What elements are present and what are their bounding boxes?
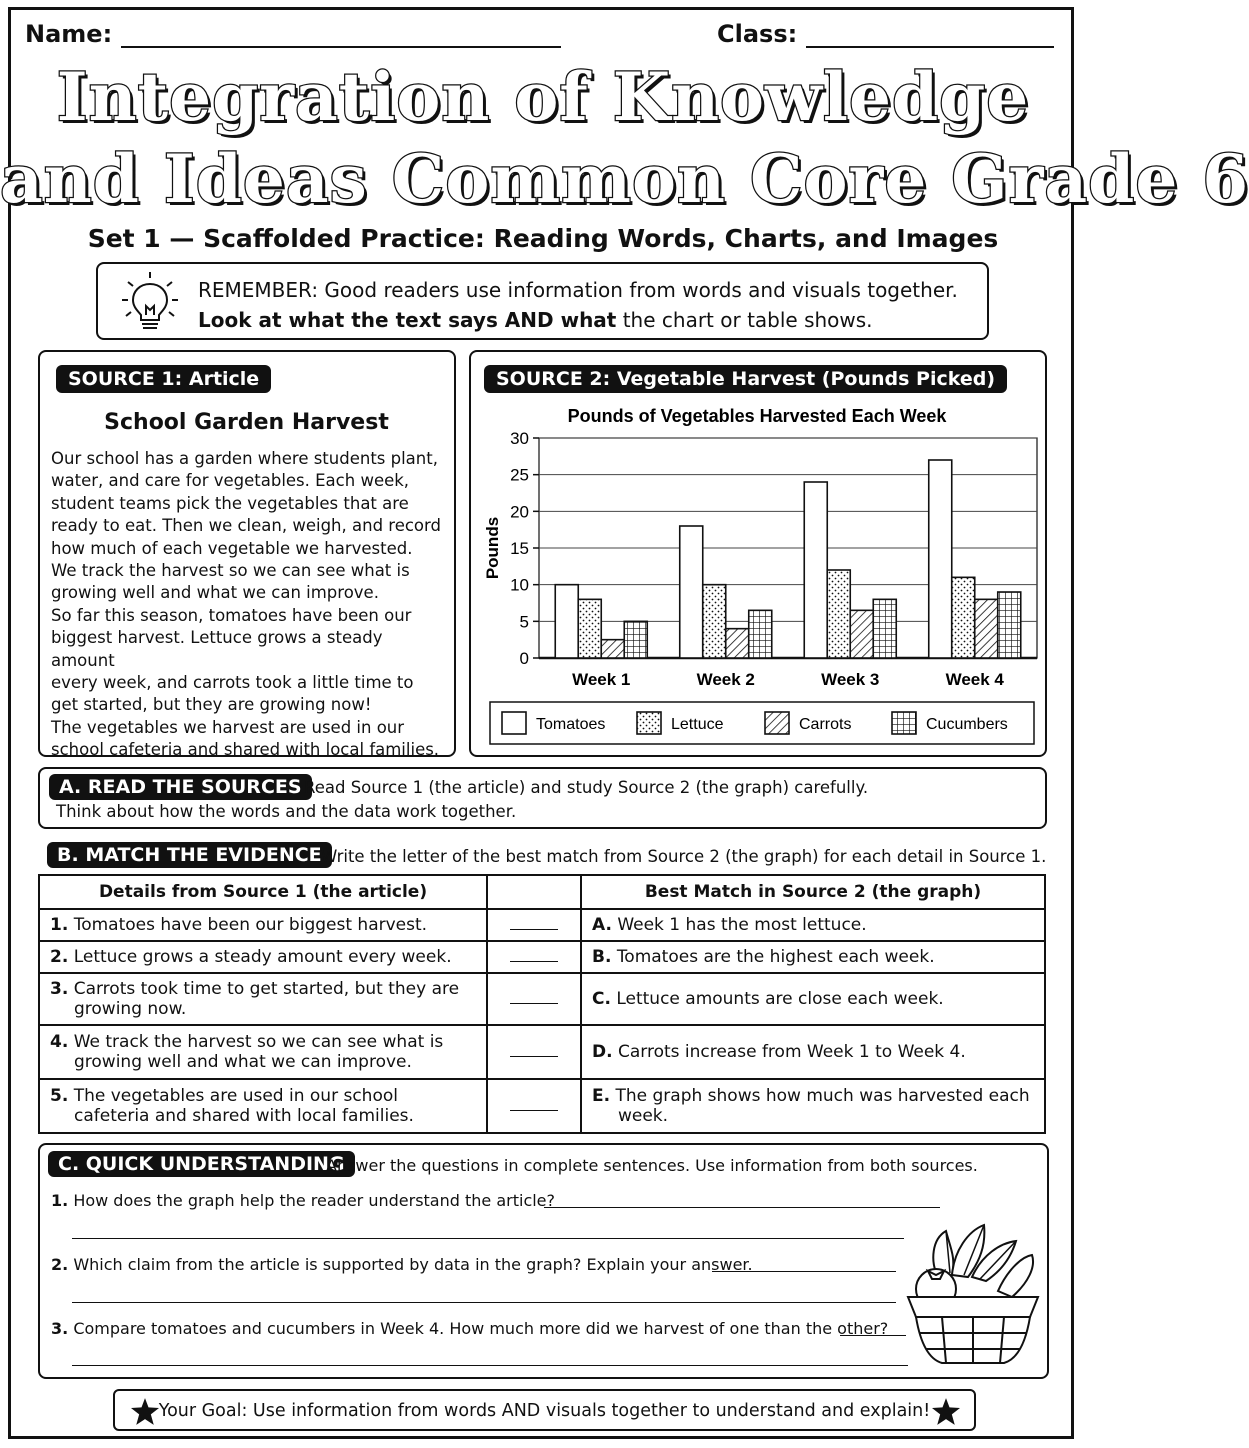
chart-ylabel: Pounds bbox=[483, 516, 502, 580]
question-text: Compare tomatoes and cucumbers in Week 4. How much more did we harvest of one than the other? bbox=[73, 1319, 889, 1338]
subtitle: Set 1 — Scaffolded Practice: Reading Words, Charts, and Images bbox=[87, 224, 999, 253]
question-1 bbox=[51, 1191, 555, 1210]
chart-xtick-label: Week 3 bbox=[821, 670, 880, 689]
match-letter: B. bbox=[591, 947, 612, 967]
question-3 bbox=[51, 1319, 888, 1338]
chart-bar bbox=[726, 629, 749, 658]
question-text: Which claim from the article is supported by data in the graph? Explain your answer. bbox=[73, 1255, 753, 1274]
question-num: 2. bbox=[51, 1255, 69, 1274]
source-2-tag: SOURCE 2: Vegetable Harvest (Pounds Picked) bbox=[484, 365, 1007, 393]
detail-text: The vegetables are used in our school cafeteria and shared with local families. bbox=[73, 1086, 414, 1126]
chart-xtick-label: Week 4 bbox=[945, 670, 1004, 689]
chart-legend-swatch bbox=[637, 712, 661, 734]
class-input-line[interactable] bbox=[806, 46, 1054, 48]
answer-line[interactable] bbox=[712, 1271, 896, 1272]
name-label: Name: bbox=[25, 20, 113, 48]
answer-line[interactable] bbox=[840, 1335, 906, 1336]
answer-blank[interactable] bbox=[510, 915, 558, 930]
article-line: The vegetables we harvest are used in our bbox=[51, 717, 405, 737]
table-row bbox=[39, 1079, 1045, 1133]
match-text: Week 1 has the most lettuce. bbox=[617, 915, 867, 935]
match-evidence-table bbox=[38, 874, 1046, 1134]
chart-bar bbox=[555, 585, 578, 658]
answer-line[interactable] bbox=[72, 1302, 896, 1303]
chart-bar bbox=[624, 621, 647, 658]
section-b-tag: B. MATCH THE EVIDENCE bbox=[47, 842, 332, 868]
col-header-best-match: Best Match in Source 2 (the graph) bbox=[581, 875, 1045, 909]
chart-ytick-label: 10 bbox=[510, 575, 529, 595]
title-line-1: Integration of Knowledge bbox=[56, 58, 1030, 136]
article-line: growing well and what we can improve. bbox=[51, 583, 379, 603]
question-num: 1. bbox=[51, 1191, 69, 1210]
goal-text: Your Goal: Use information from words AND visuals together to understand and explain! bbox=[158, 1401, 931, 1421]
match-text: Tomatoes are the highest each week. bbox=[616, 947, 935, 967]
match-text: Lettuce amounts are close each week. bbox=[616, 989, 944, 1009]
match-cell bbox=[581, 1025, 1045, 1079]
answer-cell bbox=[487, 941, 581, 973]
article-line: water, and care for vegetables. Each week, bbox=[51, 471, 410, 491]
vegetable-basket-illustration bbox=[902, 1217, 1044, 1369]
question-2 bbox=[51, 1255, 753, 1274]
class-field bbox=[717, 20, 1054, 48]
article-line: We track the harvest so we can see what is bbox=[51, 561, 410, 581]
detail-cell bbox=[39, 1025, 487, 1079]
match-letter: D. bbox=[591, 1042, 613, 1062]
answer-cell bbox=[487, 1025, 581, 1079]
answer-blank[interactable] bbox=[510, 947, 558, 962]
chart-xtick-label: Week 2 bbox=[696, 670, 755, 689]
match-letter: E. bbox=[591, 1086, 611, 1106]
article-line: biggest harvest. Lettuce grows a steady amount bbox=[51, 628, 383, 670]
detail-num: 4. bbox=[50, 1032, 69, 1052]
detail-num: 5. bbox=[50, 1086, 69, 1106]
table-row bbox=[39, 909, 1045, 941]
chart-ytick-label: 15 bbox=[510, 539, 529, 558]
answer-blank[interactable] bbox=[510, 1042, 558, 1057]
answer-cell bbox=[487, 973, 581, 1025]
chart-ytick-label: 25 bbox=[510, 465, 529, 485]
source-1-box bbox=[38, 350, 456, 760]
table-row bbox=[39, 973, 1045, 1025]
chart-bar bbox=[827, 570, 850, 658]
lightbulb-icon bbox=[120, 270, 180, 334]
article-line: school cafeteria and shared with local families. bbox=[51, 740, 440, 760]
chart-bar bbox=[850, 610, 873, 658]
answer-cell bbox=[487, 909, 581, 941]
table-row bbox=[39, 941, 1045, 973]
chart-bar bbox=[578, 599, 601, 658]
match-letter: C. bbox=[591, 989, 611, 1009]
detail-num: 2. bbox=[50, 947, 69, 967]
chart-legend-label: Carrots bbox=[799, 716, 852, 733]
chart-bar bbox=[873, 599, 896, 658]
source-2-box bbox=[469, 350, 1047, 757]
article-line: So far this season, tomatoes have been our bbox=[51, 605, 412, 625]
section-a-line-2: Think about how the words and the data work together. bbox=[56, 802, 517, 821]
chart-ytick-label: 20 bbox=[510, 502, 529, 522]
detail-num: 3. bbox=[50, 979, 69, 999]
article-line: Our school has a garden where students plant, bbox=[51, 449, 438, 468]
detail-cell bbox=[39, 941, 487, 973]
article-line: every week, and carrots took a little time to bbox=[51, 673, 414, 693]
table-header-row bbox=[39, 875, 1045, 909]
col-header-details: Details from Source 1 (the article) bbox=[39, 875, 487, 909]
source-1-tag: SOURCE 1: Article bbox=[56, 365, 271, 393]
answer-cell bbox=[487, 1079, 581, 1133]
chart-bar bbox=[703, 585, 726, 658]
detail-text: Carrots took time to get started, but they are growing now. bbox=[73, 979, 460, 1019]
detail-cell bbox=[39, 909, 487, 941]
chart-legend-swatch bbox=[765, 712, 789, 734]
article-body bbox=[51, 448, 451, 762]
chart-bar bbox=[998, 592, 1021, 658]
detail-text: Tomatoes have been our biggest harvest. bbox=[73, 915, 428, 935]
answer-line[interactable] bbox=[72, 1238, 904, 1239]
title-line-2: and Ideas Common Core Grade 6 bbox=[0, 140, 1249, 218]
chart-title: Pounds of Vegetables Harvested Each Week bbox=[567, 406, 947, 426]
chart-bar bbox=[749, 610, 772, 658]
detail-cell bbox=[39, 1079, 487, 1133]
chart-legend-label: Cucumbers bbox=[926, 716, 1008, 733]
answer-blank[interactable] bbox=[510, 989, 558, 1004]
question-text: How does the graph help the reader understand the article? bbox=[73, 1191, 556, 1210]
article-line: how much of each vegetable we harvested. bbox=[51, 538, 413, 558]
star-icon bbox=[932, 1398, 960, 1425]
section-a-box bbox=[38, 767, 1047, 829]
question-num: 3. bbox=[51, 1319, 69, 1338]
section-a-tag: A. READ THE SOURCES bbox=[49, 774, 312, 800]
match-cell bbox=[581, 941, 1045, 973]
harvest-chart bbox=[471, 352, 1044, 754]
remember-line-2-rest: the chart or table shows. bbox=[616, 308, 873, 332]
section-a-line-1: Read Source 1 (the article) and study Source 2 (the graph) carefully. bbox=[304, 778, 869, 797]
chart-legend-swatch bbox=[502, 712, 526, 734]
chart-ytick-label: 30 bbox=[510, 429, 529, 448]
name-field bbox=[25, 20, 561, 48]
article-line: student teams pick the vegetables that are bbox=[51, 493, 409, 513]
remember-line-2-bold: Look at what the text says AND what bbox=[198, 308, 617, 332]
match-text: Carrots increase from Week 1 to Week 4. bbox=[617, 1042, 966, 1062]
answer-blank[interactable] bbox=[510, 1096, 558, 1111]
name-input-line[interactable] bbox=[121, 46, 561, 48]
chart-legend-label: Lettuce bbox=[671, 716, 724, 733]
remember-box bbox=[96, 262, 989, 340]
detail-text: We track the harvest so we can see what is growing well and what we can improve. bbox=[73, 1032, 444, 1072]
chart-legend-swatch bbox=[892, 712, 916, 734]
remember-line-1: REMEMBER: Good readers use information from words and visuals together. bbox=[198, 278, 958, 302]
chart-bar bbox=[804, 482, 827, 658]
class-label: Class: bbox=[717, 20, 798, 48]
goal-box bbox=[113, 1389, 976, 1431]
col-header-answer bbox=[487, 875, 581, 909]
chart-ytick-label: 5 bbox=[519, 612, 529, 632]
match-cell bbox=[581, 1079, 1045, 1133]
chart-bar bbox=[680, 526, 703, 658]
detail-num: 1. bbox=[50, 915, 69, 935]
section-b-instruction: Write the letter of the best match from Source 2 (the graph) for each detail in Source 1. bbox=[321, 847, 1047, 866]
section-c-tag: C. QUICK UNDERSTANDING bbox=[48, 1151, 355, 1177]
chart-ytick-label: 0 bbox=[519, 649, 529, 668]
match-text: The graph shows how much was harvested each week. bbox=[615, 1086, 1030, 1126]
match-cell bbox=[581, 909, 1045, 941]
detail-text: Lettuce grows a steady amount every week. bbox=[73, 947, 452, 967]
answer-line[interactable] bbox=[544, 1207, 940, 1208]
chart-bar bbox=[975, 599, 998, 658]
section-c-instruction: Answer the questions in complete sentences. Use information from both sources. bbox=[326, 1156, 978, 1175]
article-line: ready to eat. Then we clean, weigh, and record bbox=[51, 516, 441, 536]
detail-cell bbox=[39, 973, 487, 1025]
chart-bar bbox=[952, 577, 975, 658]
match-cell bbox=[581, 973, 1045, 1025]
article-line: get started, but they are growing now! bbox=[51, 695, 372, 715]
chart-xtick-label: Week 1 bbox=[572, 670, 631, 689]
section-c-box bbox=[38, 1143, 1049, 1379]
answer-line[interactable] bbox=[72, 1365, 908, 1366]
match-letter: A. bbox=[591, 915, 612, 935]
remember-line-2 bbox=[198, 308, 873, 332]
article-title: School Garden Harvest bbox=[104, 410, 389, 435]
chart-bar bbox=[929, 460, 952, 658]
chart-bar bbox=[601, 640, 624, 658]
chart-legend-label: Tomatoes bbox=[536, 716, 606, 733]
table-row bbox=[39, 1025, 1045, 1079]
